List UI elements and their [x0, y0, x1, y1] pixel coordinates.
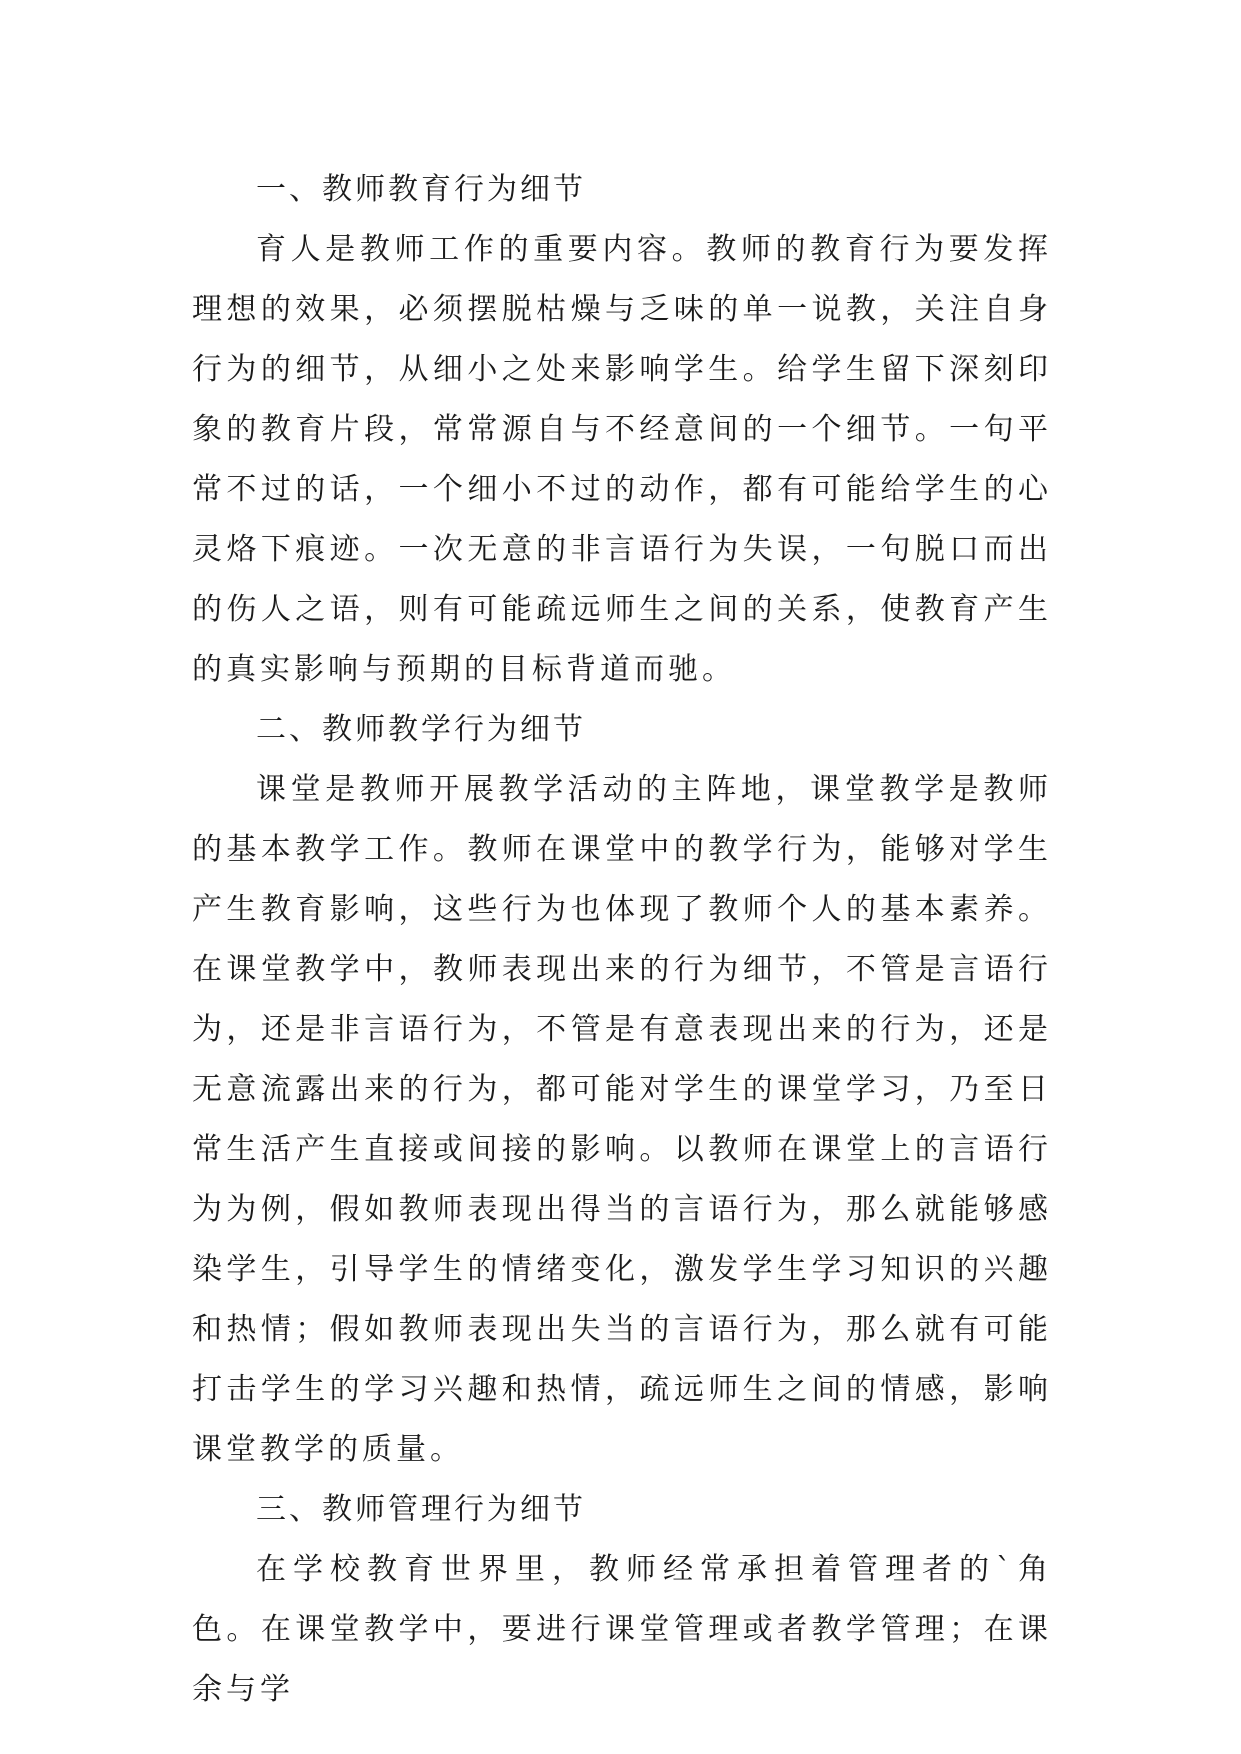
section-paragraph-2: 课堂是教师开展教学活动的主阵地，课堂教学是教师的基本教学工作。教师在课堂中的教学行为，能够对学生产生教育影响，这些行为也体现了教师个人的基本素养。在课堂教学中，教师表现出来的行为细节，不管是言语行为，还是非言语行为，不管是有意表现出来的行为，还是无意流露出来的行为，都可能对学生的课堂学习，乃至日常生活产生直接或间接的影响。以教师在课堂上的言语行为为例，假如教师表现出得当的言语行为，那么就能够感染学生，引导学生的情绪变化，激发学生学习知识的兴趣和热情；假如教师表现出失当的言语行为，那么就有可能打击学生的学习兴趣和热情，疏远师生之间的情感，影响课堂教学的质量。 — [192, 772, 1052, 1467]
document-body — [192, 160, 1052, 1720]
section-heading-1: 一、教师教育行为细节 — [256, 172, 586, 207]
section-paragraph-3: 在学校教育世界里，教师经常承担着管理者的`角色。在课堂教学中，要进行课堂管理或者教学管理；在课余与学 — [192, 1552, 1052, 1707]
section-paragraph-1: 育人是教师工作的重要内容。教师的教育行为要发挥理想的效果，必须摆脱枯燥与乏味的单一说教，关注自身行为的细节，从细小之处来影响学生。给学生留下深刻印象的教育片段，常常源自与不经意间的一个细节。一句平常不过的话，一个细小不过的动作，都有可能给学生的心灵烙下痕迹。一次无意的非言语行为失误，一句脱口而出的伤人之语，则有可能疏远师生之间的关系，使教育产生的真实影响与预期的目标背道而驰。 — [192, 232, 1052, 687]
section-heading-2: 二、教师教学行为细节 — [256, 712, 586, 747]
section-heading-3: 三、教师管理行为细节 — [256, 1492, 586, 1527]
